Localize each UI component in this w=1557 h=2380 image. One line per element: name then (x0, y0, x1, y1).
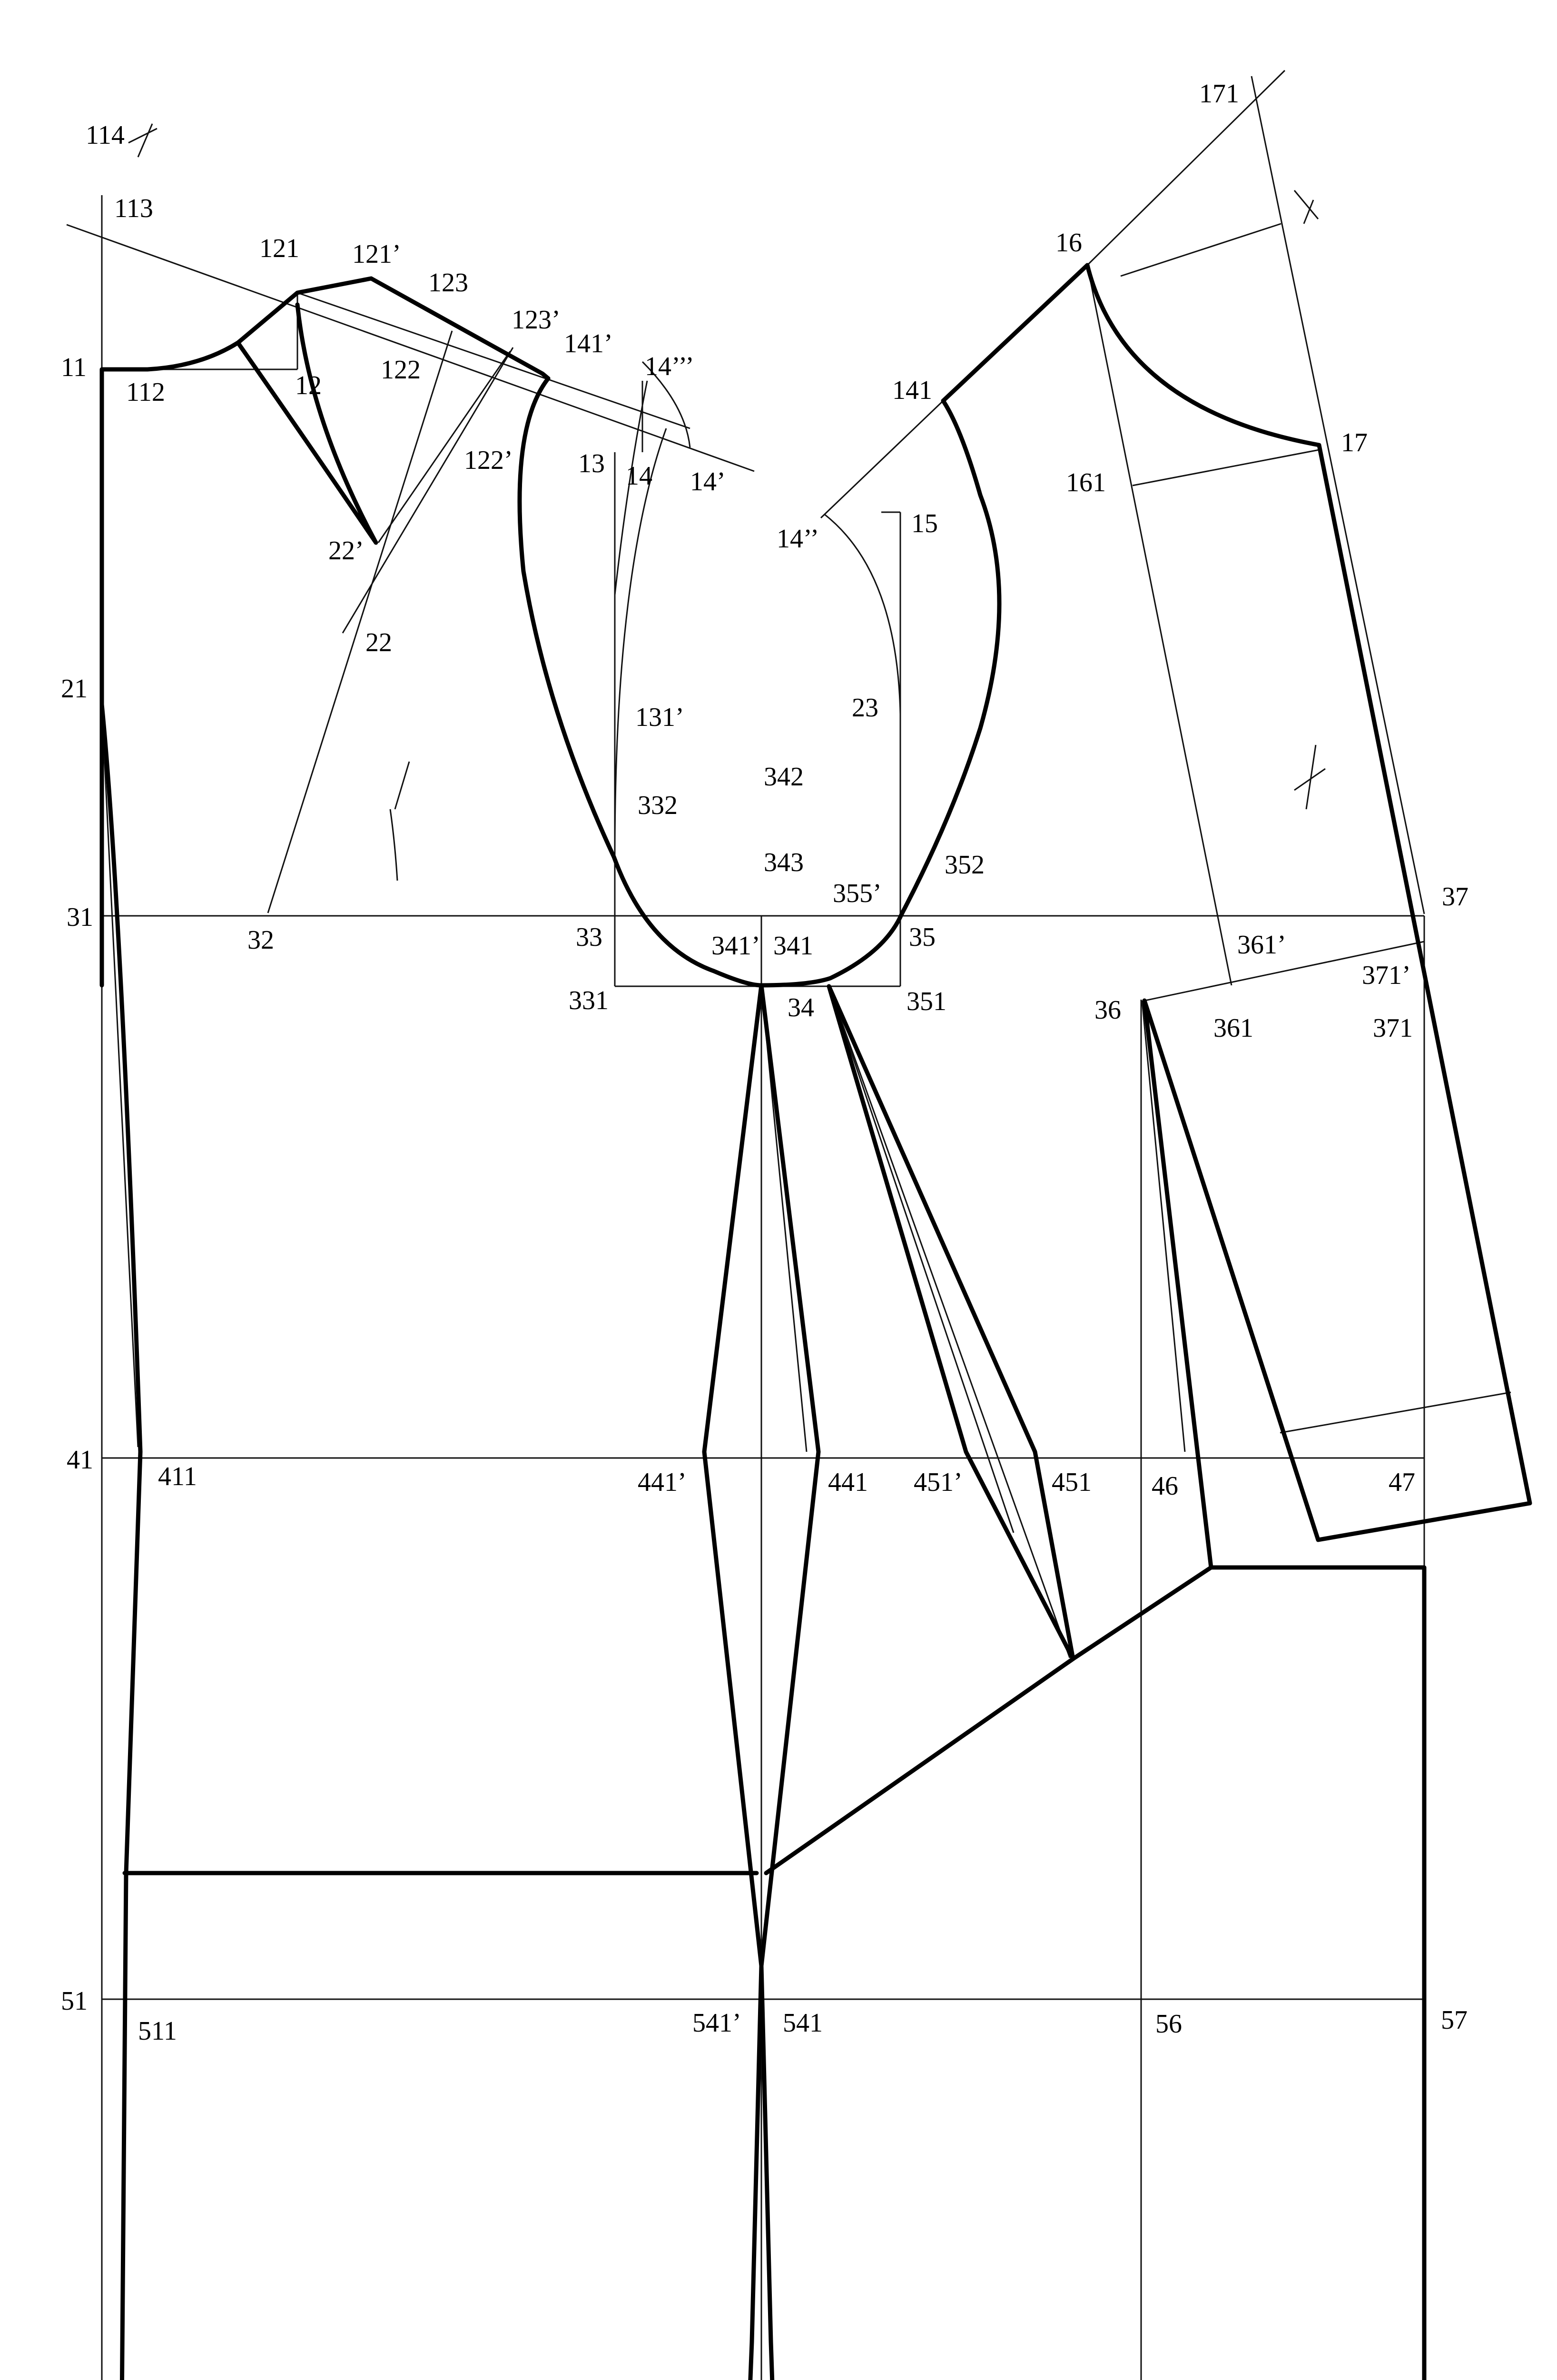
guide-shoulder-slope (67, 225, 754, 471)
guide-cross-mark-d (128, 124, 157, 157)
label-441p: 441’ (638, 1468, 687, 1497)
guide-back-shoulder-dart (821, 401, 943, 518)
label-33: 33 (576, 922, 602, 952)
label-342: 342 (764, 762, 804, 792)
label-541p: 541’ (692, 2008, 741, 2038)
label-34: 34 (788, 993, 814, 1022)
label-14ppp: 14’’’ (645, 352, 694, 381)
label-451p: 451’ (914, 1468, 963, 1497)
label-511: 511 (138, 2016, 177, 2046)
label-14pp: 14’’ (777, 524, 819, 554)
guide-dart-line-122p (343, 347, 513, 633)
front-neck-dart (238, 305, 376, 543)
label-361p: 361’ (1237, 930, 1286, 960)
label-121p: 121’ (352, 239, 401, 269)
label-361: 361 (1213, 1013, 1253, 1043)
front-piece-outline (102, 278, 548, 985)
label-17: 17 (1341, 428, 1368, 457)
label-12: 12 (295, 371, 322, 400)
label-141: 141 (892, 376, 932, 405)
label-332: 332 (638, 791, 678, 820)
label-355p: 355’ (833, 879, 882, 908)
label-341: 341 (773, 931, 813, 961)
label-14p: 14’ (690, 467, 726, 496)
pattern-outlines (102, 265, 1530, 2380)
label-21: 21 (61, 674, 88, 704)
label-11: 11 (61, 353, 87, 382)
label-15: 15 (911, 509, 938, 538)
guide-side-front-inner (102, 704, 138, 1447)
label-112: 112 (126, 377, 165, 407)
guide-dart-line-32 (268, 331, 452, 913)
label-451: 451 (1052, 1468, 1092, 1497)
label-57: 57 (1441, 2005, 1468, 2035)
label-541: 541 (783, 2008, 823, 2038)
guide-back-shoulder-extension (1087, 70, 1285, 265)
label-35: 35 (909, 922, 936, 952)
label-13: 13 (578, 449, 605, 478)
label-343: 343 (764, 848, 804, 877)
label-41: 41 (67, 1445, 93, 1475)
label-351: 351 (907, 987, 946, 1016)
label-113: 113 (114, 194, 153, 223)
guide-shoulder-line-front (297, 293, 690, 428)
label-32: 32 (247, 925, 274, 955)
label-14: 14 (626, 461, 652, 491)
label-352: 352 (945, 850, 985, 880)
label-22p: 22’ (328, 536, 364, 565)
label-371p: 371’ (1362, 961, 1411, 990)
guide-back-sleeve-line (1087, 265, 1232, 985)
label-23: 23 (852, 693, 878, 723)
label-22: 22 (365, 628, 392, 657)
guide-cross-mark-a (390, 762, 409, 881)
label-341p: 341’ (711, 931, 760, 961)
label-36: 36 (1094, 995, 1121, 1025)
guide-dart-back-centre-2 (829, 986, 1014, 1533)
label-123: 123 (428, 268, 468, 298)
guide-back-cross-2 (1133, 450, 1319, 486)
back-piece-side (766, 1567, 1424, 2380)
label-16: 16 (1055, 228, 1082, 258)
guide-cuff-line (1280, 1392, 1511, 1433)
label-441: 441 (828, 1468, 868, 1497)
label-161: 161 (1066, 468, 1106, 497)
guide-sleeve-inner (1142, 1001, 1185, 1452)
label-411: 411 (158, 1462, 197, 1491)
label-46: 46 (1152, 1471, 1178, 1501)
label-171: 171 (1199, 79, 1239, 109)
label-331: 331 (569, 986, 609, 1015)
guide-cross-mark-b (1294, 745, 1325, 809)
label-37: 37 (1442, 882, 1468, 912)
label-141p: 141’ (564, 329, 613, 358)
label-56: 56 (1155, 2009, 1182, 2039)
label-51: 51 (61, 1986, 88, 2016)
label-31: 31 (67, 902, 93, 932)
guide-dart-back-centre-1 (829, 986, 1070, 1658)
label-121: 121 (259, 234, 299, 263)
label-371: 371 (1373, 1013, 1413, 1043)
label-131p: 131’ (635, 703, 684, 732)
label-47: 47 (1389, 1468, 1415, 1497)
guide-back-perpendicular (1252, 76, 1424, 914)
label-123p: 123’ (512, 305, 561, 335)
guide-back-cross-1 (1121, 224, 1281, 276)
guide-cross-mark-c (1294, 190, 1318, 224)
label-114: 114 (86, 120, 125, 150)
label-122p: 122’ (464, 446, 513, 475)
label-122: 122 (381, 355, 421, 385)
